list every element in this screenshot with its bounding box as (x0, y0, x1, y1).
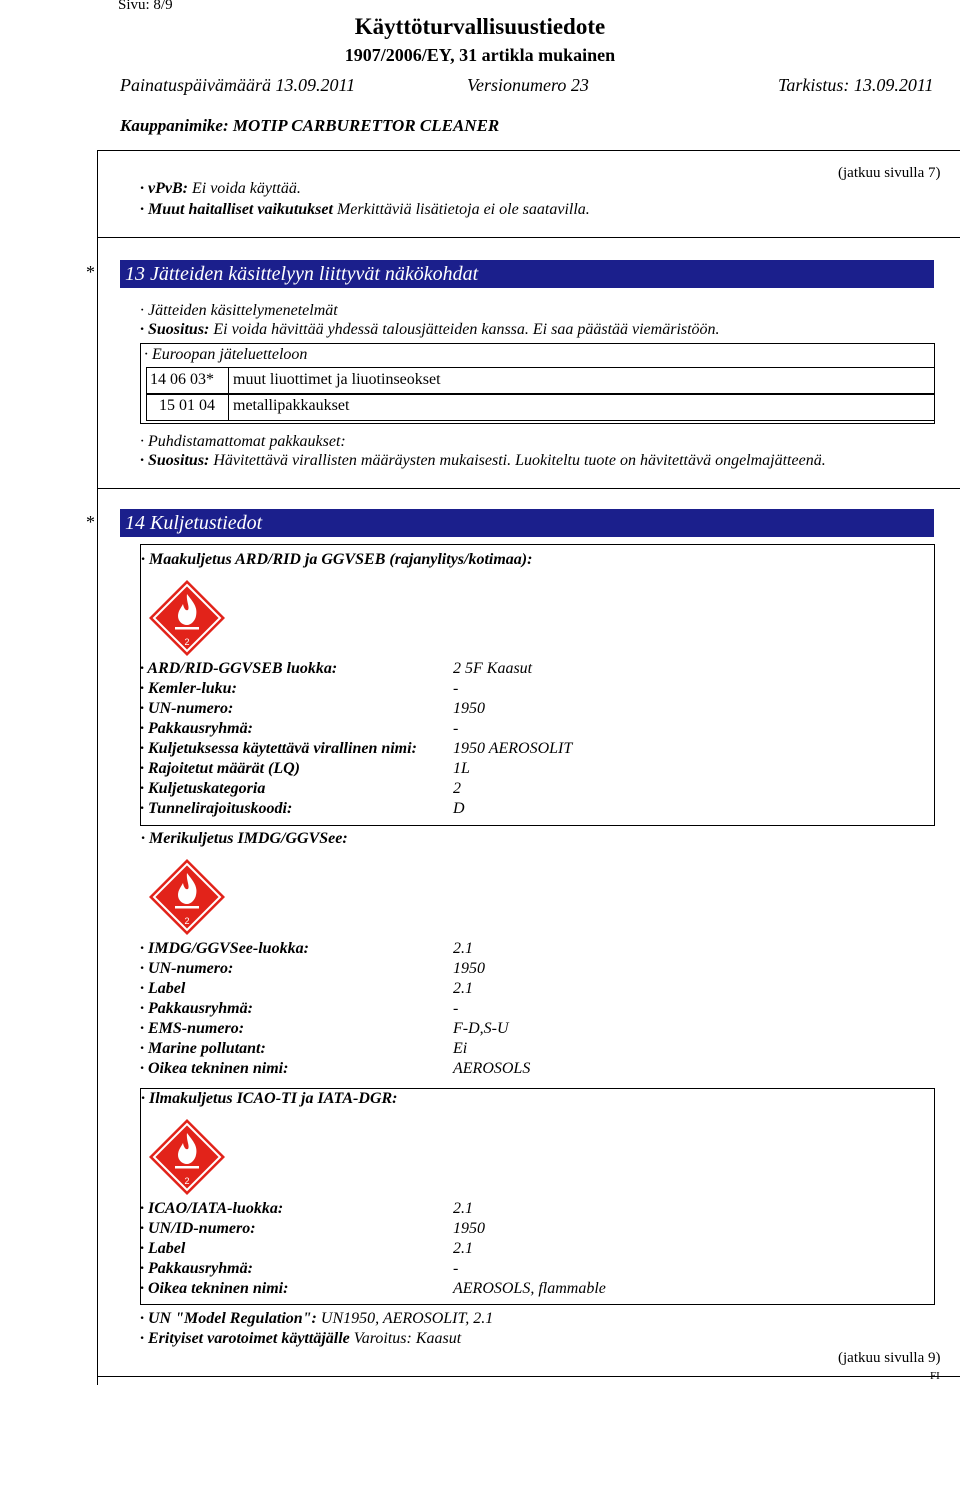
page-number: Sivu: 8/9 (118, 0, 173, 13)
svg-text:2: 2 (184, 1176, 190, 1186)
transport-field-value: F-D,S-U (453, 1020, 509, 1037)
section-14-header: 14 Kuljetustiedot (120, 509, 934, 537)
transport-field-label: · UN-numero: (140, 700, 234, 717)
svg-text:2: 2 (184, 637, 190, 647)
transport-field-value: 2.1 (453, 940, 473, 957)
transport-field-label: · UN/ID-numero: (140, 1220, 256, 1237)
transport-field-value: - (453, 1000, 459, 1017)
imdg-heading: · Merikuljetus IMDG/GGVSee: (141, 830, 348, 847)
transport-field-label: · EMS-numero: (140, 1020, 245, 1037)
transport-field-value: - (453, 1260, 459, 1277)
section-rule (97, 488, 960, 489)
flammable-gas-hazard-icon (147, 578, 227, 658)
waste-code: 14 06 03* (150, 371, 214, 388)
recommendation-line-2: · Suositus: Hävitettävä virallisten määräysten mukaisesti. Luokiteltu tuote on hävitettävä ongelmajätteenä. (140, 452, 826, 469)
waste-code-description: muut liuottimet ja liuotinseokset (233, 371, 441, 388)
transport-field-value: 2 (453, 780, 461, 797)
transport-field-label: · Marine pollutant: (140, 1040, 266, 1057)
transport-field-label: · UN-numero: (140, 960, 234, 977)
revision-star: * (86, 262, 95, 282)
transport-field-label: · ARD/RID-GGVSEB luokka: (140, 660, 338, 677)
footer-rule (97, 1376, 960, 1377)
transport-field-label: · Label (140, 980, 186, 997)
transport-field-value: 1950 (453, 960, 485, 977)
transport-field-value: 1950 AEROSOLIT (453, 740, 573, 757)
section-rule (97, 237, 960, 238)
transport-field-value: Ei (453, 1040, 468, 1057)
uncleaned-packaging: · Puhdistamattomat pakkaukset: (140, 433, 346, 450)
print-date: Painatuspäivämäärä 13.09.2011 (120, 75, 356, 95)
continued-from: (jatkuu sivulla 7) (838, 165, 941, 181)
revision-star: * (86, 512, 95, 532)
transport-field-value: 1950 (453, 1220, 485, 1237)
special-precautions: · Erityiset varotoimet käyttäjälle Varoitus: Kaasut (140, 1330, 462, 1347)
un-model-regulation: · UN "Model Regulation": UN1950, AEROSOLIT, 2.1 (140, 1310, 494, 1327)
transport-field-value: AEROSOLS, flammable (453, 1280, 606, 1297)
review-date: Tarkistus: 13.09.2011 (778, 75, 934, 95)
transport-field-value: 2.1 (453, 1240, 473, 1257)
transport-field-label: · Tunnelirajoituskoodi: (140, 800, 293, 817)
transport-field-value: 1L (453, 760, 470, 777)
transport-field-value: 2.1 (453, 980, 473, 997)
transport-field-value: 1950 (453, 700, 485, 717)
language-code: FI (930, 1370, 940, 1382)
document-title: Käyttöturvallisuustiedote (354, 14, 606, 39)
transport-field-value: 2 5F Kaasut (453, 660, 533, 677)
transport-field-value: - (453, 680, 459, 697)
section-13-header: 13 Jätteiden käsittelyyn liittyvät näkökohdat (120, 260, 934, 288)
transport-field-label: · Pakkausryhmä: (140, 1000, 253, 1017)
transport-field-value: D (453, 800, 465, 817)
icao-heading: · Ilmakuljetus ICAO-TI ja IATA-DGR: (141, 1090, 398, 1107)
svg-text:2: 2 (184, 916, 190, 926)
adr-heading: · Maakuljetus ARD/RID ja GGVSEB (rajanylitys/kotimaa): (141, 551, 533, 568)
transport-field-label: · Kuljetuskategoria (140, 780, 266, 797)
transport-field-label: · Kemler-luku: (140, 680, 237, 697)
header-rule (97, 150, 960, 151)
document-subtitle: 1907/2006/EY, 31 artikla mukainen (344, 45, 616, 65)
recommendation-line: · Suositus: Ei voida hävittää yhdessä talousjätteiden kanssa. Ei saa päästää viemäristöön. (140, 321, 720, 338)
waste-code-description: metallipakkaukset (233, 397, 350, 414)
transport-field-value: AEROSOLS (453, 1060, 531, 1077)
transport-field-label: · Oikea tekninen nimi: (140, 1280, 289, 1297)
other-effects-line: · Muut haitalliset vaikutukset Merkittäviä lisätietoja ei ole saatavilla. (140, 201, 590, 218)
transport-field-label: · Oikea tekninen nimi: (140, 1060, 289, 1077)
left-margin-rule (97, 150, 98, 1385)
icao-transport-box (140, 1088, 935, 1305)
flammable-gas-hazard-icon (147, 1117, 227, 1197)
flammable-gas-hazard-icon (147, 857, 227, 937)
waste-code: 15 01 04 (159, 397, 215, 414)
transport-field-label: · Rajoitetut määrät (LQ) (140, 760, 300, 777)
continued-to: (jatkuu sivulla 9) (838, 1350, 941, 1366)
transport-field-label: · Pakkausryhmä: (140, 1260, 253, 1277)
version-number: Versionumero 23 (467, 75, 589, 95)
disposal-methods: · Jätteiden käsittelymenetelmät (140, 302, 338, 319)
transport-field-label: · ICAO/IATA-luokka: (140, 1200, 284, 1217)
transport-field-value: 2.1 (453, 1200, 473, 1217)
trade-name: Kauppanimike: MOTIP CARBURETTOR CLEANER (120, 116, 500, 135)
transport-field-label: · Label (140, 1240, 186, 1257)
transport-field-label: · IMDG/GGVSee-luokka: (140, 940, 309, 957)
transport-field-label: · Kuljetuksessa käytettävä virallinen nimi: (140, 740, 417, 757)
vpvb-line: · vPvB: Ei voida käyttää. (140, 180, 301, 197)
transport-field-value: - (453, 720, 459, 737)
eu-waste-list-label: · Euroopan jäteluetteloon (144, 346, 308, 363)
transport-field-label: · Pakkausryhmä: (140, 720, 253, 737)
